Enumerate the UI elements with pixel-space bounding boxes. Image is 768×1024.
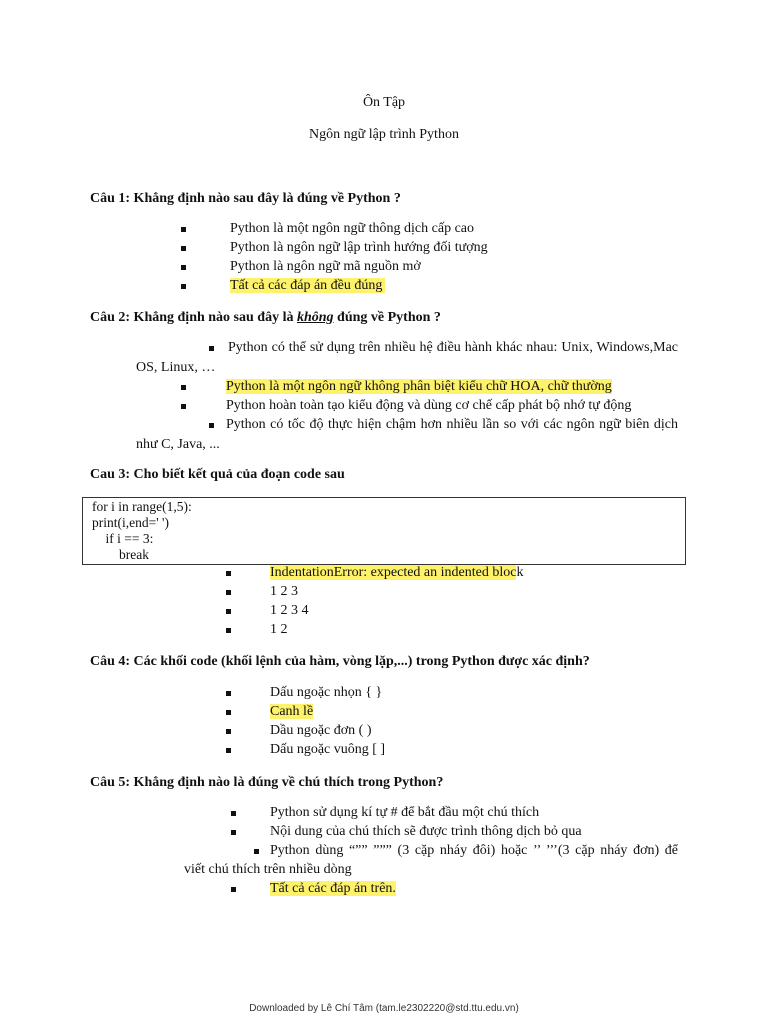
bullet-icon <box>209 423 214 428</box>
code-line-4: break <box>92 547 149 562</box>
question-2 <box>90 309 441 327</box>
q2-option-4-line1: Python có tốc độ thực hiện chậm hơn nhiều lần so với các ngôn ngữ biên dịch <box>226 417 678 432</box>
code-line-2: print(i,end=' ') <box>92 515 169 530</box>
q1-option-1: Python là một ngôn ngữ thông dịch cấp cao <box>230 221 474 236</box>
q4-option-4: Dấu ngoặc vuông [ ] <box>270 742 386 757</box>
bullet-icon <box>181 404 186 409</box>
bullet-icon <box>226 609 231 614</box>
q2-question-emphasis: không <box>296 310 334 325</box>
q5-option-2: Nội dung của chú thích sẽ được trình thông dịch bỏ qua <box>270 824 582 839</box>
question-1: Câu 1: Khẳng định nào sau đây là đúng về Python ? <box>90 191 401 206</box>
code-block <box>82 497 686 565</box>
q5-option-3-line1: Python dùng “”” ””” (3 cặp nháy đôi) hoặc ’’ ’’’(3 cặp nháy đơn) để <box>270 843 678 858</box>
q1-option-2: Python là ngôn ngữ lập trình hướng đối tượng <box>230 240 488 255</box>
bullet-icon <box>231 811 236 816</box>
q4-option-2-wrap <box>270 703 313 721</box>
bullet-icon <box>231 830 236 835</box>
q4-option-2-answer: Canh lề <box>270 704 314 719</box>
bullet-icon <box>254 849 259 854</box>
bullet-icon <box>181 385 186 390</box>
q1-option-3: Python là ngôn ngữ mã nguồn mở <box>230 259 421 274</box>
bullet-icon <box>226 729 231 734</box>
q3-option-2: 1 2 3 <box>270 584 298 599</box>
bullet-icon <box>226 710 231 715</box>
bullet-icon <box>181 265 186 270</box>
q2-question-prefix: Câu 2: Khẳng định nào sau đây là <box>90 310 297 325</box>
q3-option-3: 1 2 3 4 <box>270 603 309 618</box>
q5-option-1: Python sử dụng kí tự # để bắt đầu một chú thích <box>270 805 540 820</box>
download-footer: Downloaded by Lê Chí Tâm (tam.le2302220@std.ttu.edu.vn) <box>249 1003 519 1014</box>
code-line-3: if i == 3: <box>92 531 154 546</box>
bullet-icon <box>226 691 231 696</box>
question-4: Câu 4: Các khối code (khối lệnh của hàm, vòng lặp,...) trong Python được xác định? <box>90 654 590 669</box>
q2-option-2-wrap <box>226 378 612 396</box>
page-title: Ôn Tập <box>362 95 406 110</box>
bullet-icon <box>231 887 236 892</box>
bullet-icon <box>181 227 186 232</box>
q2-option-4-line2: như C, Java, ... <box>136 437 220 452</box>
bullet-icon <box>181 246 186 251</box>
code-line-1: for i in range(1,5): <box>92 499 192 514</box>
q3-option-1-wrap <box>270 564 523 582</box>
question-5: Câu 5: Khẳng định nào là đúng về chú thích trong Python? <box>90 775 444 790</box>
q4-option-3: Dầu ngoặc đơn ( ) <box>270 723 372 738</box>
bullet-icon <box>181 284 186 289</box>
bullet-icon <box>226 628 231 633</box>
q2-question-suffix: đúng về Python ? <box>333 310 441 325</box>
bullet-icon <box>209 346 214 351</box>
q2-option-1-line2: OS, Linux, … <box>136 360 216 375</box>
q1-option-4-wrap <box>230 277 385 295</box>
q3-option-1-tail: k <box>516 565 524 580</box>
q2-option-2-answer: Python là một ngôn ngữ không phân biệt kiểu chữ HOA, chữ thường <box>226 379 612 394</box>
bullet-icon <box>226 571 231 576</box>
bullet-icon <box>226 748 231 753</box>
q4-option-1: Dấu ngoặc nhọn { } <box>270 685 383 700</box>
q3-option-4: 1 2 <box>270 622 288 637</box>
q2-option-3: Python hoàn toàn tạo kiểu động và dùng cơ chế cấp phát bộ nhớ tự động <box>226 398 632 413</box>
q2-option-1-line1: Python có thể sử dụng trên nhiều hệ điều hành khác nhau: Unix, Windows,Mac <box>228 340 678 355</box>
q3-option-1-answer: IndentationError: expected an indented bloc <box>270 565 517 580</box>
q1-option-4-answer: Tất cả các đáp án đều đúng <box>230 278 385 293</box>
q5-option-3-line2: viết chú thích trên nhiều dòng <box>184 862 352 877</box>
q5-option-4-answer: Tất cả các đáp án trên. <box>270 881 396 896</box>
question-3: Cau 3: Cho biết kết quả của đoạn code sau <box>90 467 345 482</box>
q5-option-4-wrap <box>270 880 396 898</box>
page-subtitle: Ngôn ngữ lập trình Python <box>309 127 459 142</box>
bullet-icon <box>226 590 231 595</box>
